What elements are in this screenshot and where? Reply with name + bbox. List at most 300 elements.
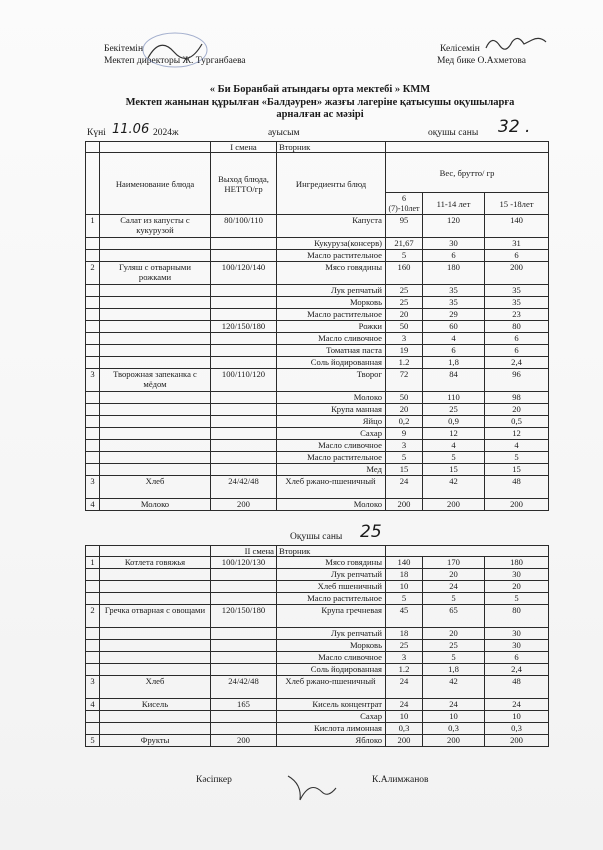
row-number (86, 428, 100, 440)
dish-yield (211, 428, 277, 440)
weight-age-15-18: 0,5 (485, 416, 549, 428)
dish-name: Хлеб (100, 676, 211, 699)
weight-age-15-18: 0,3 (485, 723, 549, 735)
weight-age-15-18: 180 (485, 557, 549, 569)
weight-age-11-14: 84 (423, 369, 485, 392)
weight-age-11-14: 1,8 (423, 357, 485, 369)
dish-name (100, 664, 211, 676)
row-number (86, 593, 100, 605)
weight-age-6-10: 15 (386, 464, 423, 476)
row-number (86, 723, 100, 735)
dish-name: Кисель (100, 699, 211, 711)
table-row (86, 605, 549, 628)
table-row (86, 476, 549, 499)
weight-age-15-18: 140 (485, 215, 549, 238)
weight-age-6-10: 24 (386, 699, 423, 711)
shift2-label: II смена (211, 546, 277, 557)
weight-age-6-10: 200 (386, 499, 423, 511)
table-row (86, 357, 549, 369)
row-number: 2 (86, 262, 100, 285)
row-number: 4 (86, 499, 100, 511)
ingredient-name: Яблоко (277, 735, 386, 747)
ingredient-name: Яйцо (277, 416, 386, 428)
shift-label: I смена (211, 142, 277, 153)
weight-age-11-14: 42 (423, 676, 485, 699)
weight-age-15-18: 200 (485, 499, 549, 511)
weight-age-11-14: 65 (423, 605, 485, 628)
row-number (86, 285, 100, 297)
weight-age-15-18: 200 (485, 262, 549, 285)
date-value: 11.06 (112, 122, 150, 137)
weight-age-11-14: 25 (423, 404, 485, 416)
ingredient-name: Сахар (277, 711, 386, 723)
weight-age-11-14: 200 (423, 499, 485, 511)
table-row (86, 428, 549, 440)
weight-age-6-10: 24 (386, 676, 423, 699)
weight-age-11-14: 4 (423, 333, 485, 345)
shift2-weekday: Вторник (277, 546, 386, 557)
dish-yield: 24/42/48 (211, 676, 277, 699)
ingredient-name: Лук репчатый (277, 569, 386, 581)
weight-age-15-18: 98 (485, 392, 549, 404)
dish-name (100, 309, 211, 321)
weight-age-15-18: 12 (485, 428, 549, 440)
weight-age-11-14: 20 (423, 569, 485, 581)
table-row (86, 628, 549, 640)
table-row (86, 297, 549, 309)
weight-age-15-18: 10 (485, 711, 549, 723)
dish-yield (211, 711, 277, 723)
weight-age-15-18: 6 (485, 333, 549, 345)
weight-age-11-14: 110 (423, 392, 485, 404)
weight-age-11-14: 5 (423, 452, 485, 464)
table-row (86, 581, 549, 593)
ingredient-name: Сахар (277, 428, 386, 440)
row-number (86, 345, 100, 357)
weight-age-15-18: 4 (485, 440, 549, 452)
ingredient-name: Мед (277, 464, 386, 476)
dish-name (100, 392, 211, 404)
dish-name (100, 652, 211, 664)
table-row (86, 321, 549, 333)
table-row (86, 250, 549, 262)
dish-name (100, 711, 211, 723)
weight-age-11-14: 15 (423, 464, 485, 476)
dish-name (100, 357, 211, 369)
table-row (86, 345, 549, 357)
ingredient-name: Молоко (277, 392, 386, 404)
weight-age-15-18: 6 (485, 250, 549, 262)
weight-age-6-10: 21,67 (386, 238, 423, 250)
dish-name (100, 628, 211, 640)
row-number (86, 297, 100, 309)
footer-entrepreneur-label: Кәсіпкер (196, 775, 232, 785)
row-number (86, 250, 100, 262)
weight-age-6-10: 25 (386, 640, 423, 652)
dish-yield: 24/42/48 (211, 476, 277, 499)
weight-age-6-10: 160 (386, 262, 423, 285)
ingredient-name: Лук репчатый (277, 285, 386, 297)
table-row (86, 452, 549, 464)
col-weight: Вес, брутто/ гр (386, 153, 549, 193)
weight-age-15-18: 30 (485, 640, 549, 652)
dish-name: Хлеб (100, 476, 211, 499)
date-label: Күні (87, 128, 106, 138)
dish-name (100, 238, 211, 250)
dish-yield (211, 357, 277, 369)
ingredient-name: Масло растительное (277, 593, 386, 605)
weight-age-11-14: 25 (423, 640, 485, 652)
row-number (86, 392, 100, 404)
ingredient-name: Морковь (277, 640, 386, 652)
row-number (86, 452, 100, 464)
table-row (86, 676, 549, 699)
dish-yield (211, 285, 277, 297)
footer-entrepreneur-name: К.Алимжанов (372, 775, 429, 785)
weight-age-6-10: 50 (386, 392, 423, 404)
table-row (86, 392, 549, 404)
weight-age-11-14: 24 (423, 581, 485, 593)
row-number: 3 (86, 676, 100, 699)
menu-table-shift1 (85, 141, 549, 511)
dish-yield: 100/120/130 (211, 557, 277, 569)
table-row (86, 699, 549, 711)
dish-name (100, 416, 211, 428)
weight-age-11-14: 200 (423, 735, 485, 747)
ingredient-name: Масло растительное (277, 452, 386, 464)
weight-age-11-14: 35 (423, 297, 485, 309)
col-ingredients: Ингредиенты блюд (277, 153, 386, 215)
dish-yield (211, 440, 277, 452)
weight-age-6-10: 140 (386, 557, 423, 569)
ingredient-name: Масло растительное (277, 250, 386, 262)
table-row (86, 333, 549, 345)
approve-right-name: Мед бике О.Ахметова (437, 56, 526, 66)
weight-age-6-10: 24 (386, 476, 423, 499)
nurse-signature (482, 32, 552, 54)
row-number (86, 416, 100, 428)
col-age-11-14: 11-14 лет (423, 193, 485, 215)
weight-age-15-18: 2,4 (485, 664, 549, 676)
ingredient-name: Хлеб ржано-пшеничный (277, 476, 386, 499)
dish-name: Фрукты (100, 735, 211, 747)
dish-yield (211, 664, 277, 676)
weight-age-11-14: 29 (423, 309, 485, 321)
table-row (86, 499, 549, 511)
document-title-line1: Мектеп жанынан құрылған «Балдәурен» жазғы лагеріне қатысушы оқушыларға (125, 97, 515, 108)
ingredient-name: Морковь (277, 297, 386, 309)
ingredient-name: Крупа гречневая (277, 605, 386, 628)
ingredient-name: Хлеб пшеничный (277, 581, 386, 593)
row-number (86, 404, 100, 416)
dish-name (100, 452, 211, 464)
table-row (86, 416, 549, 428)
dish-name (100, 569, 211, 581)
dish-yield (211, 392, 277, 404)
table-row (86, 711, 549, 723)
weight-age-6-10: 50 (386, 321, 423, 333)
weight-age-6-10: 9 (386, 428, 423, 440)
dish-yield: 165 (211, 699, 277, 711)
dish-name (100, 321, 211, 333)
weight-age-15-18: 80 (485, 321, 549, 333)
col-dish-name: Наименование блюда (100, 153, 211, 215)
ingredient-name: Молоко (277, 499, 386, 511)
weight-age-6-10: 0,3 (386, 723, 423, 735)
weight-age-11-14: 24 (423, 699, 485, 711)
table-row (86, 262, 549, 285)
weight-age-11-14: 120 (423, 215, 485, 238)
table-row (86, 215, 549, 238)
dish-yield (211, 452, 277, 464)
dish-name (100, 250, 211, 262)
ingredient-name: Томатная паста (277, 345, 386, 357)
weight-age-6-10: 3 (386, 652, 423, 664)
weight-age-15-18: 30 (485, 628, 549, 640)
weight-age-6-10: 3 (386, 333, 423, 345)
table-row (86, 557, 549, 569)
weight-age-15-18: 48 (485, 476, 549, 499)
table-row (86, 652, 549, 664)
weight-age-6-10: 5 (386, 593, 423, 605)
row-number: 1 (86, 557, 100, 569)
dish-name: Гуляш с отварными рожками (100, 262, 211, 285)
dish-name (100, 723, 211, 735)
director-signature-stamp (140, 30, 210, 70)
dish-name (100, 345, 211, 357)
shift2-students-label: Оқушы саны (290, 532, 343, 542)
students-label: оқушы саны (428, 128, 479, 138)
weight-age-15-18: 6 (485, 345, 549, 357)
ingredient-name: Кислота лимонная (277, 723, 386, 735)
weight-age-15-18: 80 (485, 605, 549, 628)
dish-yield (211, 333, 277, 345)
dish-name (100, 440, 211, 452)
weight-age-11-14: 5 (423, 652, 485, 664)
dish-name (100, 640, 211, 652)
row-number: 2 (86, 605, 100, 628)
menu-table-shift2 (85, 545, 549, 747)
weight-age-11-14: 6 (423, 250, 485, 262)
ingredient-name: Крупа манная (277, 404, 386, 416)
table-row (86, 664, 549, 676)
weight-age-15-18: 20 (485, 404, 549, 416)
row-number (86, 664, 100, 676)
table-row (86, 735, 549, 747)
weight-age-15-18: 15 (485, 464, 549, 476)
ingredient-name: Масло растительное (277, 309, 386, 321)
weight-age-11-14: 5 (423, 593, 485, 605)
dish-yield: 200 (211, 735, 277, 747)
dish-yield: 200 (211, 499, 277, 511)
weight-age-15-18: 35 (485, 297, 549, 309)
weight-age-15-18: 24 (485, 699, 549, 711)
students-value: 32 . (498, 117, 531, 137)
ingredient-name: Масло сливочное (277, 333, 386, 345)
weight-age-11-14: 0,9 (423, 416, 485, 428)
row-number (86, 333, 100, 345)
dish-name (100, 404, 211, 416)
document-title-line2: арналған ас мәзірі (276, 109, 364, 120)
weight-age-6-10: 18 (386, 569, 423, 581)
weight-age-6-10: 45 (386, 605, 423, 628)
dish-name (100, 464, 211, 476)
ingredient-name: Соль йодированная (277, 357, 386, 369)
weight-age-11-14: 4 (423, 440, 485, 452)
weight-age-6-10: 200 (386, 735, 423, 747)
dish-yield (211, 581, 277, 593)
dish-yield (211, 250, 277, 262)
weight-age-6-10: 1.2 (386, 357, 423, 369)
weight-age-11-14: 6 (423, 345, 485, 357)
table-row (86, 285, 549, 297)
ingredient-name: Рожки (277, 321, 386, 333)
row-number: 3 (86, 369, 100, 392)
row-number (86, 238, 100, 250)
dish-yield (211, 238, 277, 250)
dish-yield (211, 345, 277, 357)
dish-yield (211, 628, 277, 640)
weight-age-11-14: 170 (423, 557, 485, 569)
dish-name: Молоко (100, 499, 211, 511)
table-row (86, 309, 549, 321)
dish-yield: 100/120/140 (211, 262, 277, 285)
ingredient-name: Кукуруза(консерв) (277, 238, 386, 250)
dish-yield (211, 416, 277, 428)
weight-age-15-18: 6 (485, 652, 549, 664)
weight-age-6-10: 72 (386, 369, 423, 392)
weight-age-15-18: 200 (485, 735, 549, 747)
weight-age-6-10: 5 (386, 250, 423, 262)
weight-age-6-10: 10 (386, 711, 423, 723)
table-row (86, 369, 549, 392)
weight-age-11-14: 60 (423, 321, 485, 333)
weight-age-11-14: 12 (423, 428, 485, 440)
dish-yield (211, 297, 277, 309)
row-number (86, 569, 100, 581)
ingredient-name: Капуста (277, 215, 386, 238)
weight-age-6-10: 1.2 (386, 664, 423, 676)
dish-name (100, 593, 211, 605)
weight-age-11-14: 180 (423, 262, 485, 285)
weight-age-6-10: 95 (386, 215, 423, 238)
ingredient-name: Творог (277, 369, 386, 392)
col-yield: Выход блюда, НЕТТО/гр (211, 153, 277, 215)
dish-name: Салат из капусты с кукурузой (100, 215, 211, 238)
dish-name (100, 428, 211, 440)
ingredient-name: Масло сливочное (277, 652, 386, 664)
weight-age-11-14: 42 (423, 476, 485, 499)
dish-yield (211, 569, 277, 581)
row-number (86, 309, 100, 321)
weight-age-6-10: 18 (386, 628, 423, 640)
weight-age-6-10: 25 (386, 297, 423, 309)
weight-age-15-18: 20 (485, 581, 549, 593)
weight-age-15-18: 5 (485, 593, 549, 605)
dish-name: Творожная запеканка с мёдом (100, 369, 211, 392)
dish-name (100, 297, 211, 309)
weight-age-6-10: 5 (386, 452, 423, 464)
table-row (86, 238, 549, 250)
row-number (86, 464, 100, 476)
weight-age-15-18: 23 (485, 309, 549, 321)
dish-name (100, 333, 211, 345)
row-number (86, 640, 100, 652)
weight-age-15-18: 31 (485, 238, 549, 250)
school-name: « Би Боранбай атындағы орта мектебі » КММ (209, 84, 431, 95)
row-number: 1 (86, 215, 100, 238)
weight-age-11-14: 10 (423, 711, 485, 723)
dish-yield (211, 593, 277, 605)
dish-yield (211, 464, 277, 476)
dish-name (100, 581, 211, 593)
weight-age-11-14: 0,3 (423, 723, 485, 735)
ingredient-name: Кисель концентрат (277, 699, 386, 711)
dish-yield: 120/150/180 (211, 605, 277, 628)
year: 2024ж (153, 128, 179, 138)
ingredient-name: Соль йодированная (277, 664, 386, 676)
row-number (86, 440, 100, 452)
weight-age-11-14: 30 (423, 238, 485, 250)
row-number (86, 628, 100, 640)
approve-left-label: Бекітемін (104, 44, 144, 54)
dish-name: Гречка отварная с овощами (100, 605, 211, 628)
dish-yield: 100/110/120 (211, 369, 277, 392)
weight-age-15-18: 96 (485, 369, 549, 392)
ingredient-name: Масло сливочное (277, 440, 386, 452)
row-number: 4 (86, 699, 100, 711)
weight-age-15-18: 48 (485, 676, 549, 699)
weight-age-6-10: 25 (386, 285, 423, 297)
table-row (86, 404, 549, 416)
dish-yield (211, 652, 277, 664)
table-row (86, 640, 549, 652)
ingredient-name: Хлеб ржано-пшеничный (277, 676, 386, 699)
weight-age-11-14: 35 (423, 285, 485, 297)
table-row (86, 464, 549, 476)
ingredient-name: Лук репчатый (277, 628, 386, 640)
shift-label: ауысым (268, 128, 300, 138)
approve-left-name: Мектеп директоры Ж. Турганбаева (104, 56, 246, 66)
dish-yield (211, 640, 277, 652)
shift2-students-value: 25 (360, 522, 382, 542)
weight-age-6-10: 0,2 (386, 416, 423, 428)
dish-yield: 120/150/180 (211, 321, 277, 333)
ingredient-name: Мясо говядины (277, 262, 386, 285)
row-number: 5 (86, 735, 100, 747)
dish-name: Котлета говяжья (100, 557, 211, 569)
dish-name (100, 285, 211, 297)
weight-age-6-10: 20 (386, 309, 423, 321)
weight-age-6-10: 20 (386, 404, 423, 416)
dish-yield: 80/100/110 (211, 215, 277, 238)
weight-age-15-18: 5 (485, 452, 549, 464)
row-number (86, 711, 100, 723)
table-row (86, 723, 549, 735)
row-number (86, 357, 100, 369)
weight-age-6-10: 10 (386, 581, 423, 593)
row-number (86, 321, 100, 333)
row-number (86, 581, 100, 593)
weight-age-6-10: 3 (386, 440, 423, 452)
dish-yield (211, 404, 277, 416)
dish-yield (211, 309, 277, 321)
weekday-label: Вторник (277, 142, 386, 153)
approve-right-label: Келісемін (440, 44, 480, 54)
dish-yield (211, 723, 277, 735)
ingredient-name: Мясо говядины (277, 557, 386, 569)
weight-age-15-18: 2,4 (485, 357, 549, 369)
